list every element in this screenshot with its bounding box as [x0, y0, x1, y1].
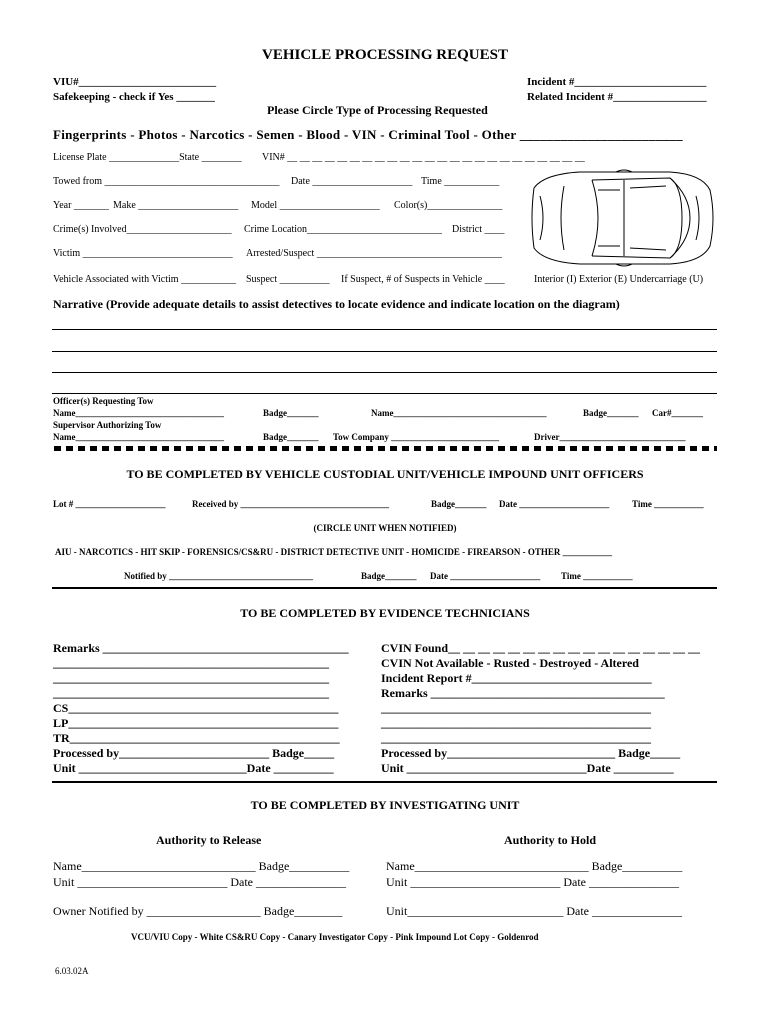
received-by-field[interactable]: Received by _________________________________: [192, 499, 389, 509]
cvin-not-available-options[interactable]: CVIN Not Available - Rusted - Destroyed - Altered: [381, 656, 639, 670]
circle-type-instruction: Please Circle Type of Processing Requested: [267, 103, 488, 117]
evidence-unit-date-2[interactable]: Unit ______________________________Date __________: [381, 761, 674, 775]
tow-date-field[interactable]: Date ____________________: [291, 176, 413, 187]
evidence-remarks-line[interactable]: ______________________________________________: [53, 656, 329, 670]
notified-date-field[interactable]: Date ____________________: [430, 571, 541, 581]
evidence-processed-by[interactable]: Processed by_________________________ Badge_____: [53, 746, 335, 760]
cvin-found-field[interactable]: CVIN Found__ __ __ __ __ __ __ __ __ __ __ __ __ __ __ __ __: [381, 641, 701, 655]
vin-field[interactable]: VIN# __ __ __ __ __ __ __ __ __ __ __ __ __ __ __ __ __ __ __ __ __ __ __ __: [262, 152, 585, 163]
copy-distribution: VCU/VIU Copy - White CS&RU Copy - Canary Investigator Copy - Pink Impound Lot Copy - Goldenrod: [131, 932, 539, 942]
authority-hold-heading: Authority to Hold: [504, 833, 597, 847]
received-date-field[interactable]: Date ____________________: [499, 499, 610, 509]
release-name-badge[interactable]: Name_____________________________ Badge__________: [53, 859, 350, 873]
evidence-heading: TO BE COMPLETED BY EVIDENCE TECHNICIANS: [240, 606, 530, 620]
suspects-count-field[interactable]: If Suspect, # of Suspects in Vehicle ____: [341, 274, 505, 285]
narrative-line-1[interactable]: [52, 329, 717, 330]
officer-badge-2[interactable]: Badge_______: [583, 408, 639, 418]
investigating-heading: TO BE COMPLETED BY INVESTIGATING UNIT: [250, 798, 520, 812]
evidence-remarks-2-line[interactable]: _____________________________________________: [381, 701, 651, 715]
diagram-caption: Interior (I) Exterior (E) Undercarriage (U): [534, 274, 704, 285]
cs-field[interactable]: CS_____________________________________________: [53, 701, 339, 715]
narrative-line-4[interactable]: [52, 393, 717, 394]
narrative-line-2[interactable]: [52, 351, 717, 352]
hold-unit-date[interactable]: Unit _________________________ Date _______________: [386, 875, 679, 889]
hold-name-badge[interactable]: Name_____________________________ Badge__________: [386, 859, 683, 873]
related-incident-field[interactable]: Related Incident #_________________: [527, 91, 707, 103]
incident-report-field[interactable]: Incident Report #______________________________: [381, 671, 652, 685]
driver-field[interactable]: Driver____________________________: [534, 432, 686, 442]
tr-field[interactable]: TR_____________________________________________: [53, 731, 340, 745]
form-number: 6.03.02A: [55, 966, 89, 976]
received-time-field[interactable]: Time ___________: [632, 499, 704, 509]
make-field[interactable]: Make ____________________: [113, 200, 239, 211]
evidence-remarks-field[interactable]: Remarks _________________________________________: [53, 641, 349, 655]
license-plate-field[interactable]: License Plate ______________State ________: [53, 152, 242, 163]
crimes-involved-field[interactable]: Crime(s) Involved_____________________: [53, 224, 232, 235]
received-badge-field[interactable]: Badge_______: [431, 499, 487, 509]
processing-types[interactable]: Fingerprints - Photos - Narcotics - Semen - Blood - VIN - Criminal Tool - Other ________________________: [53, 127, 683, 142]
circle-unit-instruction: (CIRCLE UNIT WHEN NOTIFIED): [313, 523, 457, 533]
vehicle-assoc-victim-field[interactable]: Vehicle Associated with Victim ___________: [53, 274, 237, 285]
evidence-remarks-line[interactable]: ______________________________________________: [53, 686, 329, 700]
safekeeping-field[interactable]: Safekeeping - check if Yes _______: [53, 91, 215, 103]
release-unit-date[interactable]: Unit _________________________ Date _______________: [53, 875, 346, 889]
evidence-processed-by-2[interactable]: Processed by____________________________ Badge_____: [381, 746, 681, 760]
custodial-heading: TO BE COMPLETED BY VEHICLE CUSTODIAL UNIT/VEHICLE IMPOUND UNIT OFFICERS: [126, 467, 644, 481]
section-divider: [54, 446, 717, 451]
officer-name-1[interactable]: Name_________________________________: [53, 408, 224, 418]
evidence-remarks-2[interactable]: Remarks _______________________________________: [381, 686, 665, 700]
crime-location-field[interactable]: Crime Location___________________________: [244, 224, 443, 235]
notified-badge-field[interactable]: Badge_______: [361, 571, 417, 581]
model-field[interactable]: Model ____________________: [251, 200, 380, 211]
car-number-field[interactable]: Car#_______: [652, 408, 703, 418]
colors-field[interactable]: Color(s)_______________: [394, 200, 503, 211]
section-divider: [52, 587, 717, 589]
owner-unit-date[interactable]: Unit__________________________ Date _______________: [386, 904, 682, 918]
authority-release-heading: Authority to Release: [156, 833, 262, 847]
form-title: VEHICLE PROCESSING REQUEST: [262, 47, 508, 63]
car-diagram-icon[interactable]: [520, 166, 718, 270]
notified-time-field[interactable]: Time ___________: [561, 571, 633, 581]
suspect-field[interactable]: Suspect __________: [246, 274, 330, 285]
evidence-unit-date[interactable]: Unit ____________________________Date __________: [53, 761, 334, 775]
year-field[interactable]: Year _______: [53, 200, 109, 211]
evidence-remarks-2-line[interactable]: _____________________________________________: [381, 716, 651, 730]
incident-field[interactable]: Incident #________________________: [527, 76, 707, 88]
supervisor-name[interactable]: Name_________________________________: [53, 432, 224, 442]
victim-field[interactable]: Victim ______________________________: [53, 248, 233, 259]
lot-field[interactable]: Lot # ____________________: [53, 499, 166, 509]
viu-field[interactable]: VIU#_________________________: [53, 76, 217, 88]
district-field[interactable]: District ____: [452, 224, 505, 235]
officer-requesting-label: Officer(s) Requesting Tow: [53, 396, 154, 406]
section-divider: [52, 781, 717, 783]
owner-notified-field[interactable]: Owner Notified by ___________________ Badge________: [53, 904, 343, 918]
tow-time-field[interactable]: Time ___________: [421, 176, 500, 187]
tow-company-field[interactable]: Tow Company ________________________: [333, 432, 500, 442]
towed-from-field[interactable]: Towed from ___________________________________: [53, 176, 280, 187]
arrested-suspect-field[interactable]: Arrested/Suspect _____________________________________: [246, 248, 502, 259]
officer-badge-1[interactable]: Badge_______: [263, 408, 319, 418]
officer-name-2[interactable]: Name__________________________________: [371, 408, 547, 418]
lp-field[interactable]: LP_____________________________________________: [53, 716, 339, 730]
narrative-heading: Narrative (Provide adequate details to assist detectives to locate evidence and indicate location on the diagram): [53, 297, 620, 311]
supervisor-badge[interactable]: Badge_______: [263, 432, 319, 442]
units-options[interactable]: AIU - NARCOTICS - HIT SKIP - FORENSICS/CS&RU - DISTRICT DETECTIVE UNIT - HOMICIDE - FIREARSON - OTHER ___________: [55, 547, 613, 557]
evidence-remarks-line[interactable]: ______________________________________________: [53, 671, 329, 685]
evidence-remarks-2-line[interactable]: _____________________________________________: [381, 731, 651, 745]
supervisor-label: Supervisor Authorizing Tow: [53, 420, 162, 430]
notified-by-field[interactable]: Notified by ________________________________: [124, 571, 313, 581]
narrative-line-3[interactable]: [52, 372, 717, 373]
